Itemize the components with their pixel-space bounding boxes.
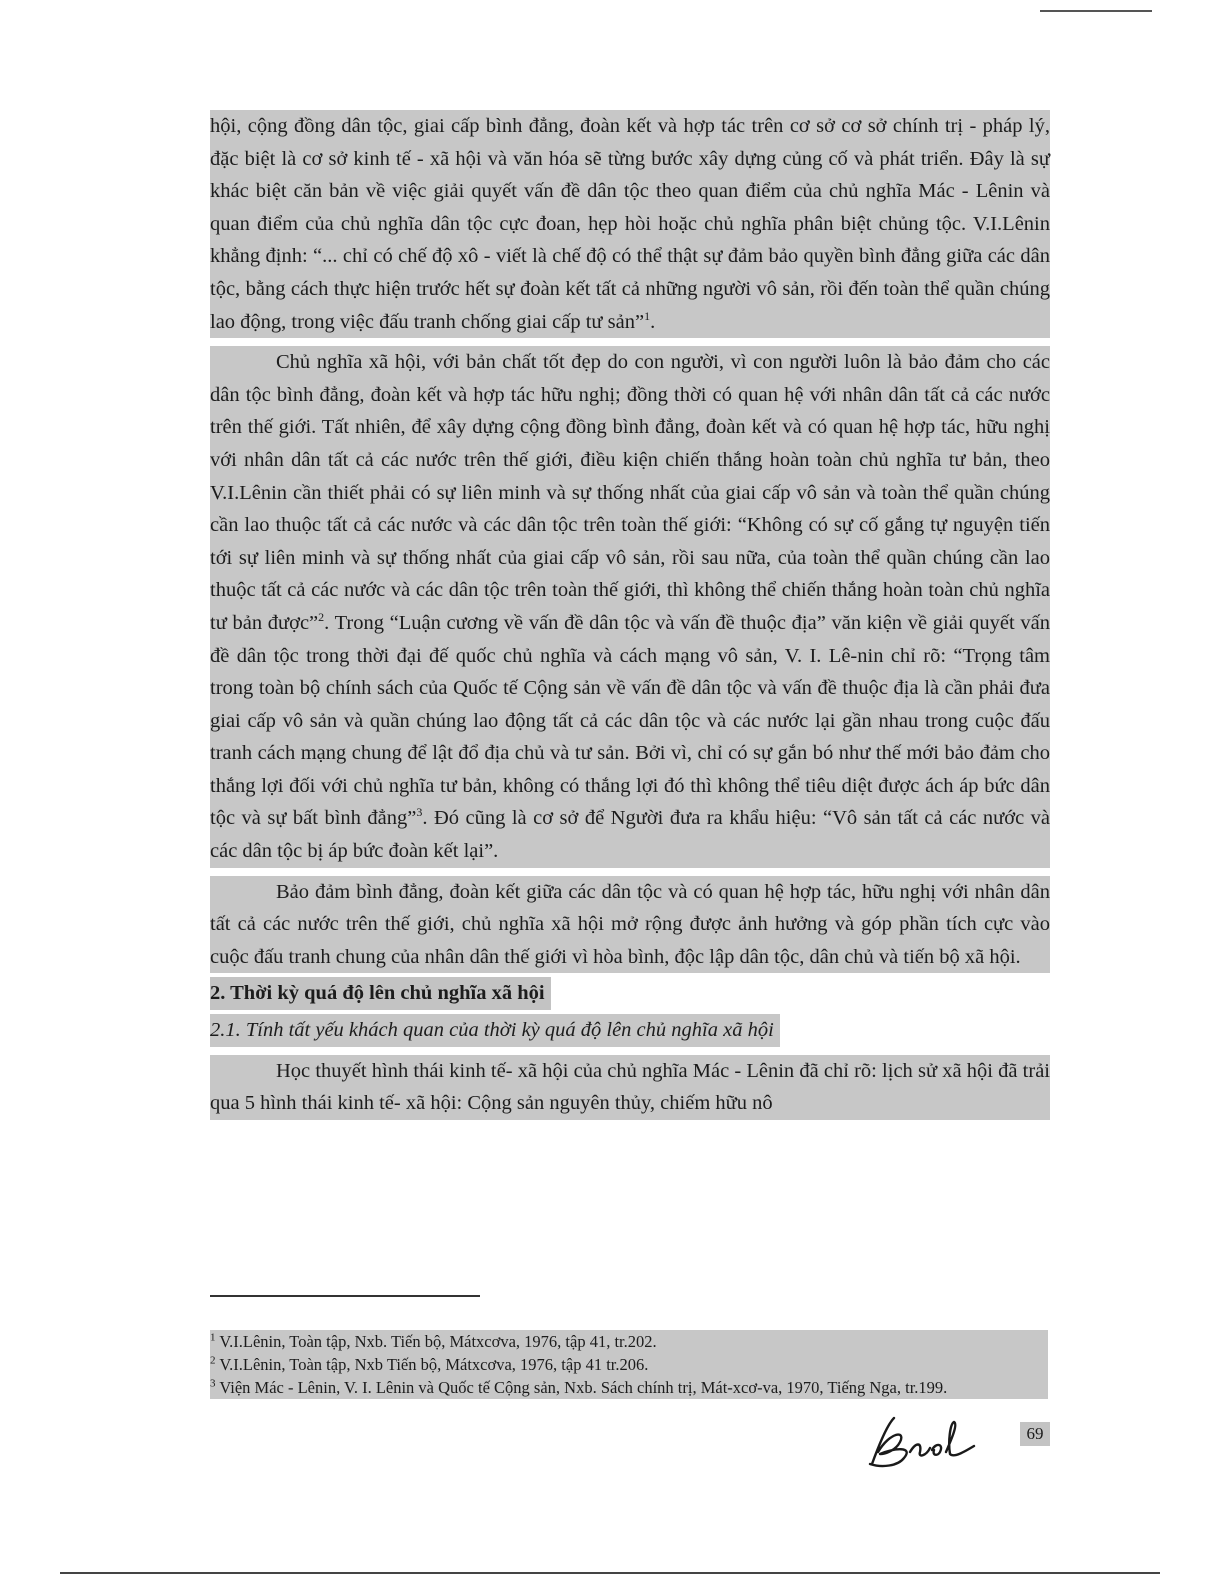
footnote-2-number: 2 bbox=[210, 1354, 216, 1367]
paragraph-1-end: . bbox=[650, 310, 656, 333]
footnote-1 bbox=[210, 1330, 1048, 1353]
top-rule bbox=[1040, 10, 1152, 12]
section-heading: 2. Thời kỳ quá độ lên chủ nghĩa xã hội bbox=[210, 977, 551, 1010]
footnote-3-number: 3 bbox=[210, 1377, 216, 1390]
footnote-3-text: Viện Mác - Lênin, V. I. Lênin và Quốc tế Cộng sản, Nxb. Sách chính trị, Mát-xcơ-va, 1970, Tiếng Nga, tr.199. bbox=[219, 1378, 948, 1397]
subsection-heading: 2.1. Tính tất yếu khách quan của thời kỳ quá độ lên chủ nghĩa xã hội bbox=[210, 1014, 780, 1047]
footnote-3 bbox=[210, 1376, 1048, 1399]
paragraph-1-text: hội, cộng đồng dân tộc, giai cấp bình đẳng, đoàn kết và hợp tác trên cơ sở cơ sở chính trị - pháp lý, đặc biệt là cơ sở kinh tế - xã hội và văn hóa sẽ từng bước xây dựng củng cố và phát triển. Đây là sự khác biệt căn bản về việc giải quyết vấn đề dân tộc theo quan điểm của chủ nghĩa Mác - Lênin và quan điểm của chủ nghĩa dân tộc cực đoan, hẹp hòi hoặc chủ nghĩa phân biệt chủng tộc. V.I.Lênin khẳng định: “... chỉ có chế độ xô - viết là chế độ có thể thật sự đảm bảo quyền bình đẳng giữa các dân tộc, bằng cách thực hiện trước hết sự đoàn kết tất cả những người vô sản, rồi đến toàn thể quần chúng lao động, trong việc đấu tranh chống giai cấp tư sản” bbox=[210, 115, 1050, 333]
paragraph-1 bbox=[210, 110, 1050, 338]
body-text bbox=[210, 110, 1050, 1120]
footnote-separator bbox=[210, 1295, 480, 1297]
footnote-ref-3[interactable]: 3 bbox=[416, 805, 423, 820]
signature-image bbox=[850, 1412, 980, 1472]
paragraph-2 bbox=[210, 346, 1050, 868]
footnotes bbox=[210, 1330, 1048, 1399]
footnote-1-number: 1 bbox=[210, 1331, 216, 1344]
paragraph-2-text-b: . Trong “Luận cương về vấn đề dân tộc và vấn đề thuộc địa” văn kiện về giải quyết vấn đề dân tộc trong thời đại đế quốc chủ nghĩa và cách mạng vô sản, V. I. Lê-nin chỉ rõ: “Trọng tâm trong toàn bộ chính sách của Quốc tế Cộng sản về vấn đề dân tộc và vấn đề thuộc địa là cần phải đưa giai cấp vô sản và quần chúng lao động tất cả các dân tộc và các nước lại gần nhau trong cuộc đấu tranh cách mạng chung để lật đổ địa chủ và tư sản. Bởi vì, chỉ có sự gắn bó như thế mới bảo đảm cho thắng lợi đối với chủ nghĩa tư bản, không có thắng lợi đó thì không thể tiêu diệt được ách áp bức dân tộc và sự bất bình đẳng” bbox=[210, 611, 1051, 830]
paragraph-3: Bảo đảm bình đẳng, đoàn kết giữa các dân tộc và có quan hệ hợp tác, hữu nghị với nhân dân tất cả các nước trên thế giới, chủ nghĩa xã hội mở rộng được ảnh hưởng và góp phần tích cực vào cuộc đấu tranh chung của nhân dân thế giới vì hòa bình, độc lập dân tộc, dân chủ và tiến bộ xã hội. bbox=[210, 876, 1050, 974]
footnote-ref-1[interactable]: 1 bbox=[644, 308, 651, 323]
paragraph-4: Học thuyết hình thái kinh tế- xã hội của chủ nghĩa Mác - Lênin đã chỉ rõ: lịch sử xã hội đã trải qua 5 hình thái kinh tế- xã hội: Cộng sản nguyên thủy, chiếm hữu nô bbox=[210, 1055, 1050, 1120]
footnote-1-text: V.I.Lênin, Toàn tập, Nxb. Tiến bộ, Mátxcơva, 1976, tập 41, tr.202. bbox=[219, 1332, 657, 1351]
footnote-2 bbox=[210, 1353, 1048, 1376]
bottom-rule bbox=[60, 1572, 1160, 1574]
footnote-ref-2[interactable]: 2 bbox=[318, 610, 325, 625]
page-number: 69 bbox=[1020, 1422, 1050, 1446]
footnote-2-text: V.I.Lênin, Toàn tập, Nxb Tiến bộ, Mátxcơva, 1976, tập 41 tr.206. bbox=[219, 1355, 649, 1374]
paragraph-2-text-c: . Đó cũng là cơ sở để Người đưa ra khẩu hiệu: “Vô sản tất cả các nước và các dân tộc bị áp bức đoàn kết lại”. bbox=[210, 807, 1051, 863]
paragraph-2-text-a: Chủ nghĩa xã hội, với bản chất tốt đẹp do con người, vì con người luôn là bảo đảm cho các dân tộc bình đẳng, đoàn kết và hợp tác hữu nghị; đồng thời có quan hệ với nhân dân tất cả các nước trên thế giới. Tất nhiên, để xây dựng cộng đồng bình đẳng, đoàn kết và có quan hệ hợp tác, hữu nghị với nhân dân tất cả các nước trên thế giới, điều kiện chiến thắng hoàn toàn chủ nghĩa tư bản, theo V.I.Lênin cần thiết phải có sự liên minh và sự thống nhất của giai cấp vô sản và toàn thể quần chúng cần lao thuộc tất cả các nước và các dân tộc trên toàn thế giới: “Không có sự cố gắng tự nguyện tiến tới sự liên minh và sự thống nhất của giai cấp vô sản, rồi sau nữa, của toàn thể quần chúng cần lao thuộc tất cả các nước và các dân tộc trên toàn thế giới, thì không thể chiến thắng hoàn toàn chủ nghĩa tư bản được” bbox=[210, 351, 1050, 634]
